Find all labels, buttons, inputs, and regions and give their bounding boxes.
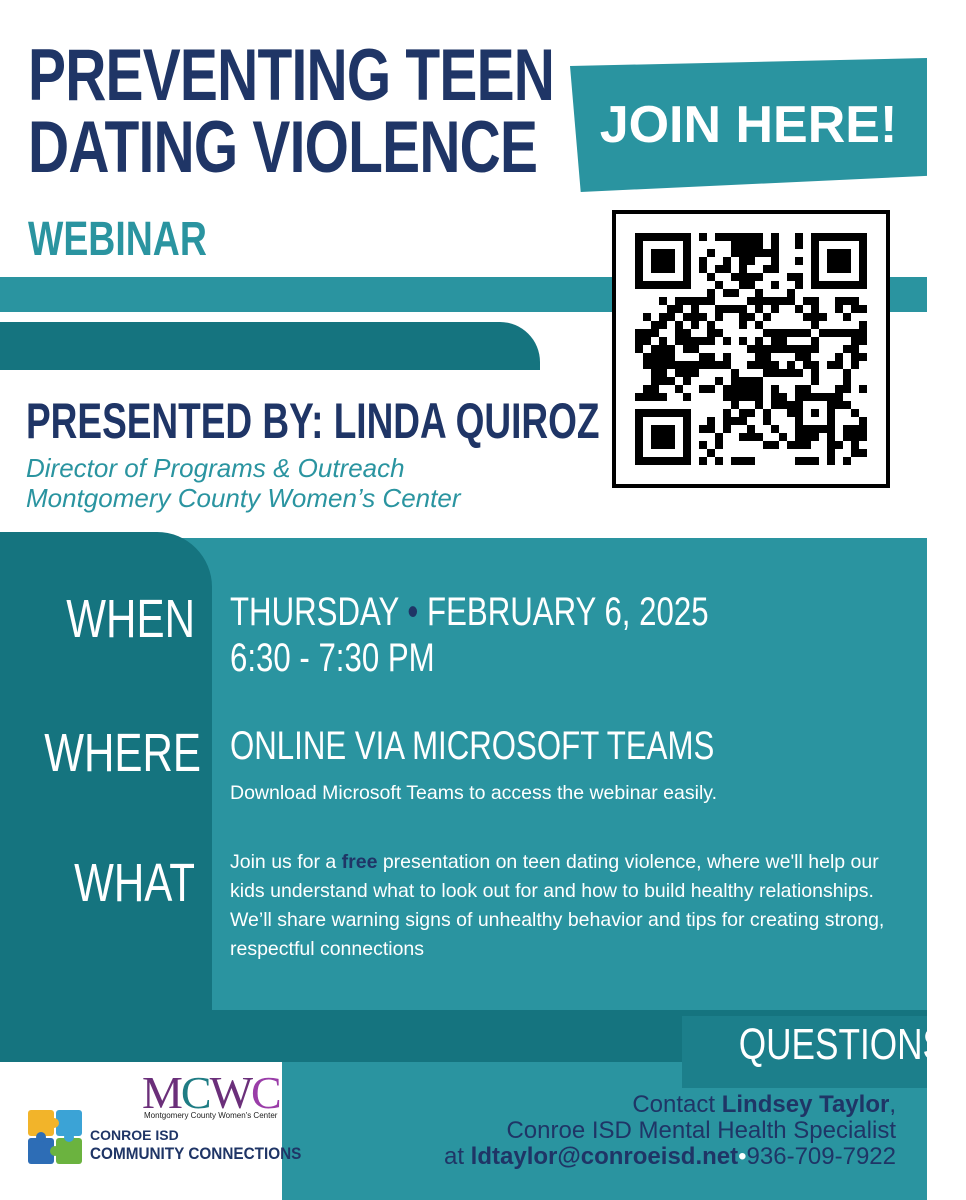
free-highlight: free: [341, 851, 378, 873]
contact-email[interactable]: ldtaylor@conroeisd.net: [470, 1143, 739, 1170]
contact-phone[interactable]: 936-709-7922: [746, 1143, 896, 1170]
page-title: [28, 35, 555, 188]
presenter-role-line-1: Director of Programs & Outreach: [26, 453, 405, 483]
qr-code[interactable]: [612, 210, 890, 488]
presenter-heading: PRESENTED BY: LINDA QUIROZ: [26, 393, 600, 449]
title-line-1: PREVENTING TEEN: [28, 35, 555, 116]
decorative-stripe-dark: [0, 322, 540, 370]
where-heading: ONLINE VIA MICROSOFT TEAMS: [230, 724, 715, 768]
when-time: 6:30 - 7:30 PM: [230, 636, 435, 680]
puzzle-icon: [26, 1108, 84, 1174]
when-label: WHEN: [66, 589, 195, 649]
what-label: WHAT: [74, 853, 195, 913]
qr-code-icon: [635, 233, 867, 465]
presenter-role-line-2: Montgomery County Women’s Center: [26, 483, 461, 513]
when-date: THURSDAY • FEBRUARY 6, 2025: [230, 590, 709, 634]
cisd-logo-line-2: COMMUNITY CONNECTIONS: [90, 1144, 302, 1163]
bullet-separator: •: [407, 590, 419, 634]
where-note: Download Microsoft Teams to access the webinar easily.: [230, 782, 717, 804]
mcwc-logo: MCWC: [142, 1067, 280, 1118]
presenter-role: [26, 453, 460, 513]
where-label: WHERE: [44, 723, 201, 783]
contact-role: Conroe ISD Mental Health Specialist: [506, 1117, 896, 1144]
contact-info: Contact Lindsey Taylor, Conroe ISD Mental Health Specialist at ldtaylor@conroeisd.net•936-709-7922: [300, 1092, 896, 1170]
mcwc-logo-subtitle: Montgomery County Women's Center: [144, 1111, 278, 1120]
questions-heading: QUESTIONS?: [738, 1020, 966, 1069]
page-subtitle: WEBINAR: [28, 213, 207, 266]
contact-name: Lindsey Taylor: [721, 1091, 890, 1118]
what-description: Join us for a free presentation on teen dating violence, where we'll help our kids understand what to look out for and how to build healthy relationships. We’ll share warning signs of unhealthy behavior and tips for creating strong, respectful connections: [230, 851, 885, 960]
join-here-label[interactable]: JOIN HERE!: [599, 96, 898, 154]
cisd-logo-line-1: CONROE ISD: [90, 1127, 179, 1143]
title-line-2: DATING VIOLENCE: [28, 107, 538, 188]
